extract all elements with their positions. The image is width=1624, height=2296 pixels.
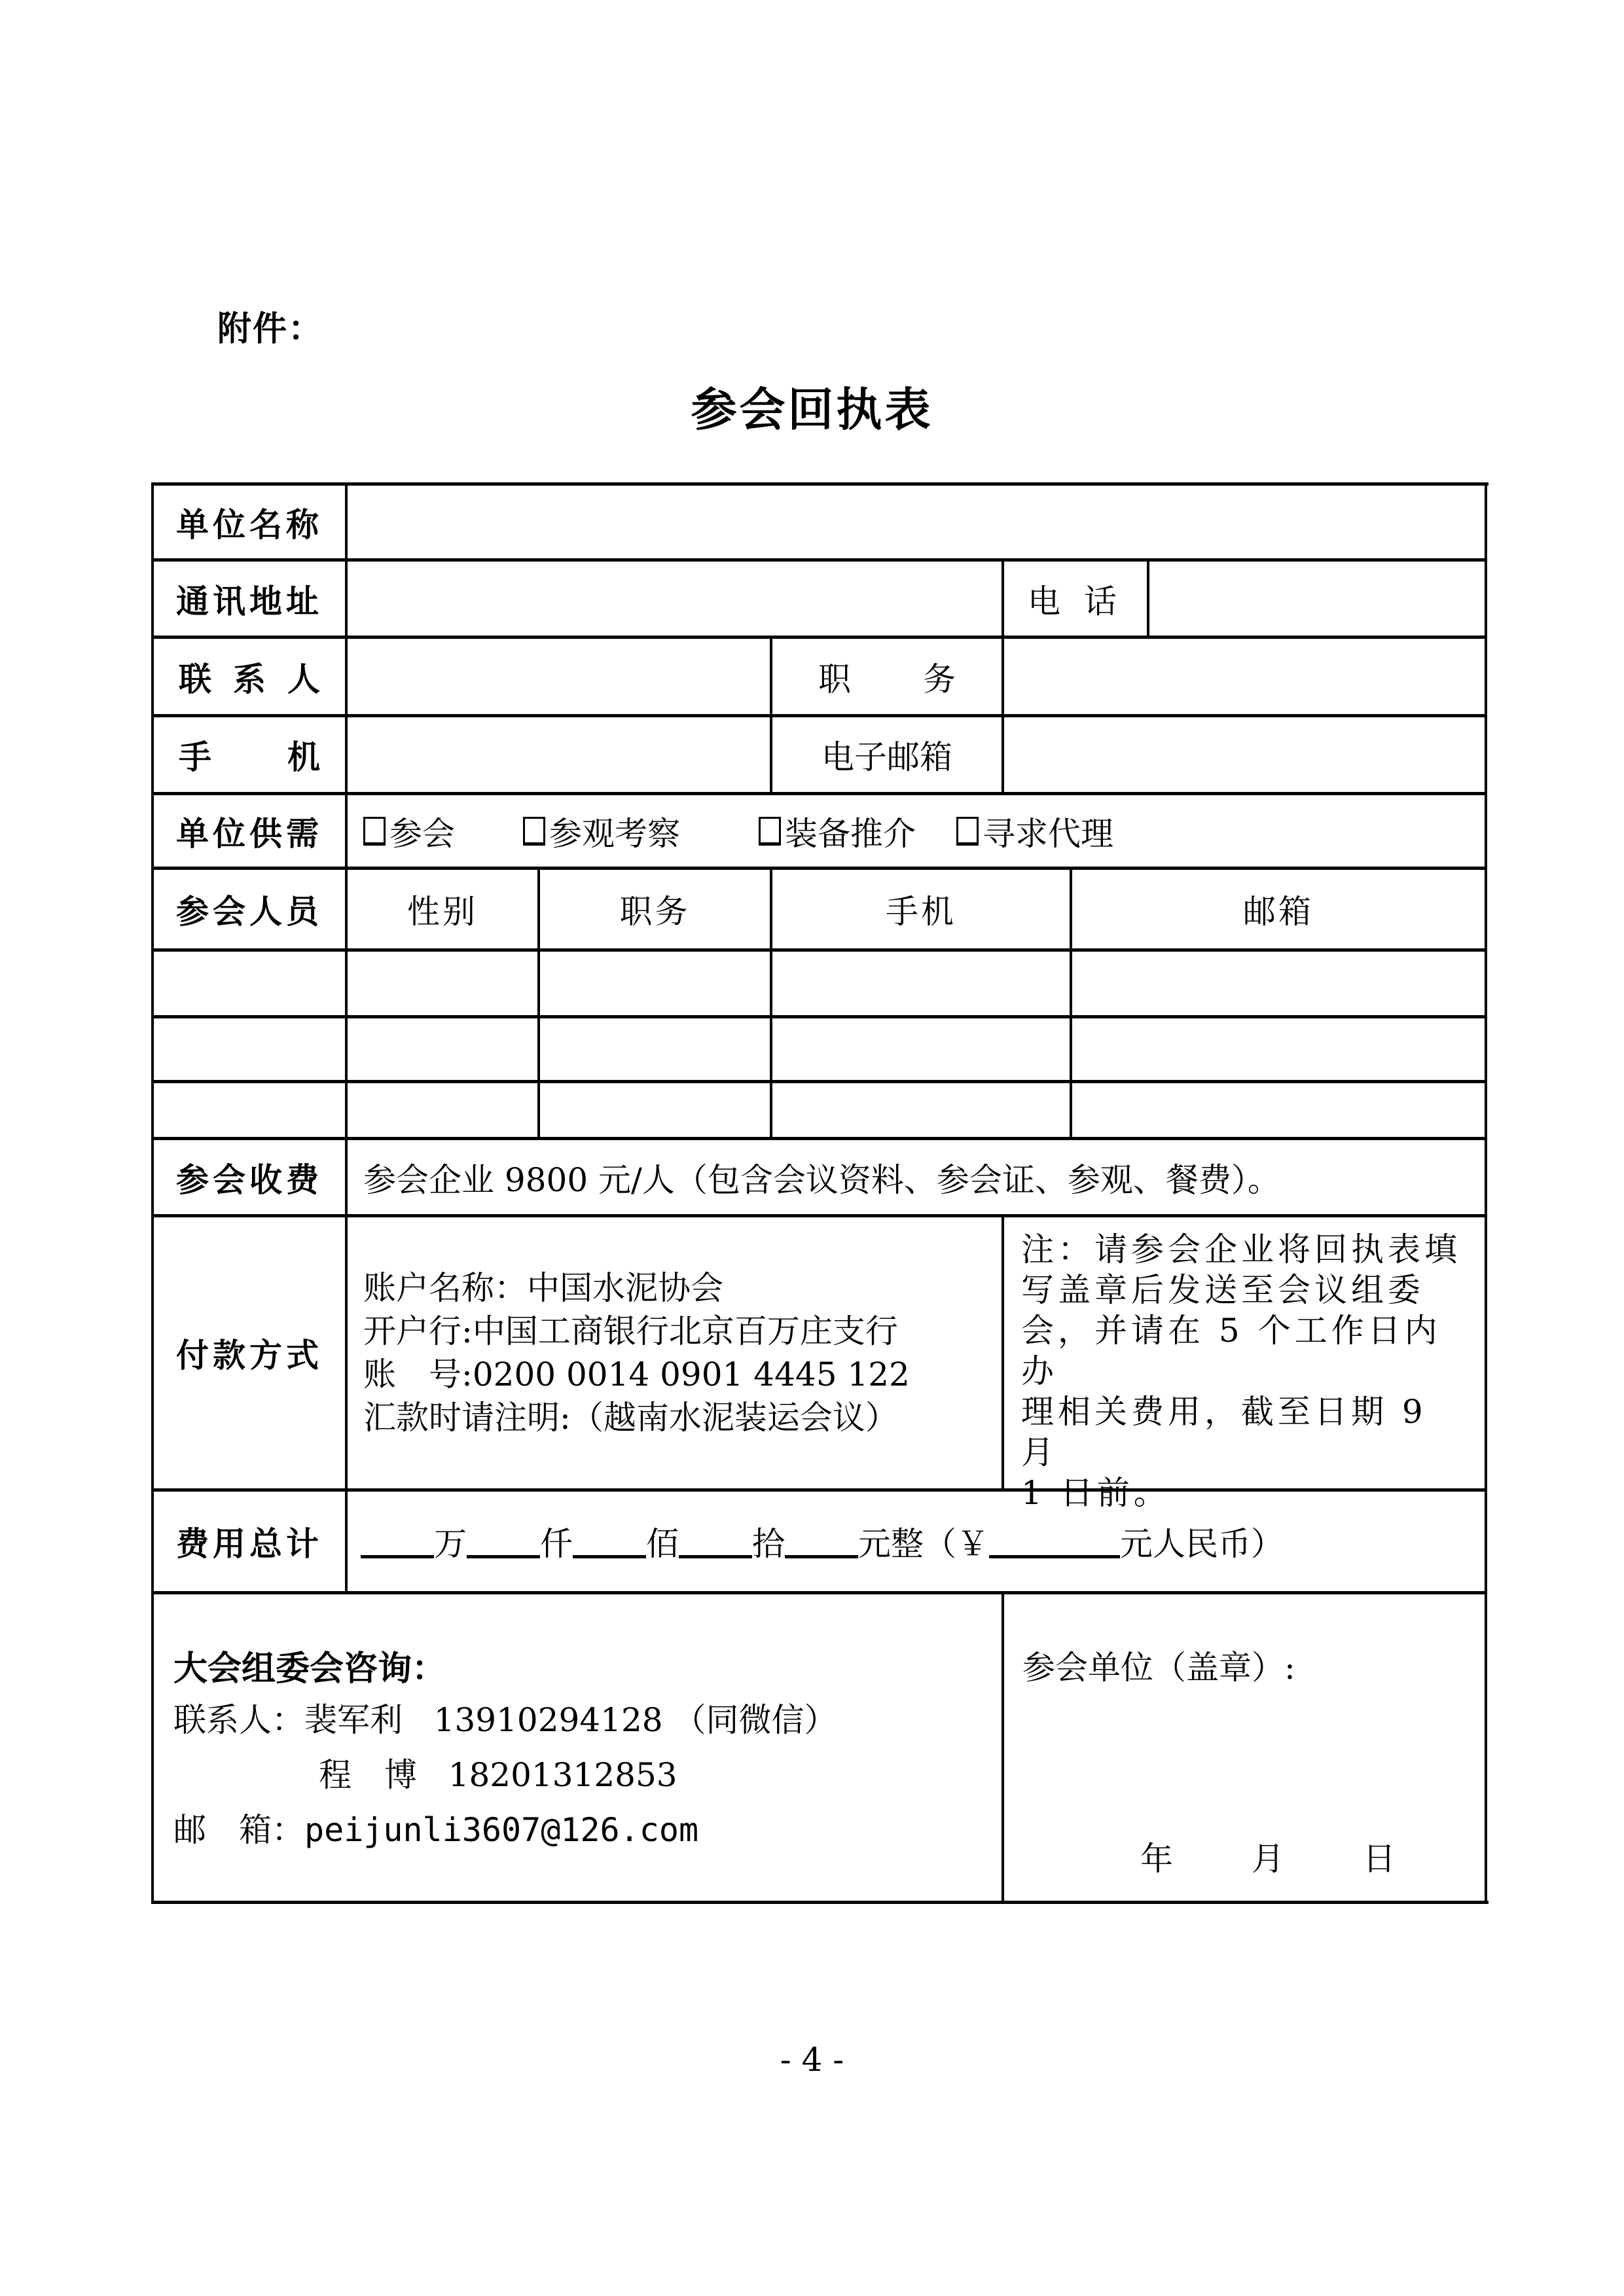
committee-email-line [173,1803,698,1857]
date-day: 日 [1363,1840,1396,1878]
checkbox-icon[interactable] [363,817,386,846]
total-shi-field[interactable] [679,1525,752,1558]
attendee-mobile-field[interactable] [772,1083,1070,1137]
attendee-email-field[interactable] [1072,952,1485,1015]
contact-name: 裴军利 [304,1701,403,1739]
org-name-field[interactable] [348,486,1485,558]
stamp-label: 参会单位（盖章）: [1022,1649,1295,1687]
remittance-note: 汇款时请注明:（越南水泥装运会议） [363,1399,898,1437]
unit-rmb: 元人民币） [1120,1525,1284,1563]
email-field[interactable] [1004,717,1485,792]
attendee-mobile-field[interactable] [772,1018,1070,1080]
needs-option-attend[interactable] [363,808,455,855]
note-line: 写盖章后发送至会议组委 [1021,1271,1424,1309]
attendee-position-field[interactable] [540,1083,770,1137]
mobile-label [154,717,345,792]
attendees-col-email: 邮箱 [1243,893,1314,931]
table-border-bottom [153,1901,1489,1904]
note-line: 注：请参会企业将回执表填 [1021,1230,1461,1268]
contact-label-char: 系 [233,660,266,698]
position-label-char: 务 [923,660,956,698]
committee-contact-line [173,1748,677,1803]
org-name-label: 单位名称 [176,505,323,544]
attendee-position-field[interactable] [540,1018,770,1080]
total-bai-field[interactable] [573,1525,646,1558]
committee-email[interactable]: peijunli3607@126.com [304,1811,699,1849]
payment-label: 付款方式 [176,1336,323,1374]
account-number: 账 号:0200 0014 0901 4445 122 [363,1355,910,1393]
attendees-label: 参会人员 [176,893,323,931]
fee-label: 参会收费 [176,1160,323,1199]
needs-option-label: 装备推介 [785,814,916,853]
note-line: 1 日前。 [1021,1474,1170,1512]
position-field[interactable] [1004,639,1485,714]
note-line: 会，并请在 5 个工作日内办 [1021,1312,1441,1390]
attendee-gender-field[interactable] [348,952,537,1015]
needs-option-label: 参会 [389,814,455,853]
attendees-col-mobile: 手机 [886,893,956,931]
phone-field[interactable] [1149,562,1485,636]
checkbox-icon[interactable] [523,817,545,846]
attendee-gender-field[interactable] [348,1018,537,1080]
address-field[interactable] [348,562,1001,636]
attendees-col-position: 职务 [619,893,691,931]
table-border-right [1485,482,1487,1904]
committee-heading: 大会组委会咨询： [173,1649,446,1689]
form-title: 参会回执表 [691,383,933,437]
stamp-area[interactable] [1004,1594,1485,1901]
unit-qian: 仟 [540,1525,573,1563]
needs-option-visit[interactable] [523,808,680,855]
checkbox-icon[interactable] [759,817,781,846]
contact-phone: 13910294128 [433,1701,663,1739]
attendee-gender-field[interactable] [348,1083,537,1137]
email-label: 电子邮箱 [821,738,952,776]
mobile-label-char: 机 [287,738,320,776]
contact-label-char: 人 [287,660,320,698]
page-number: - 4 - [780,2041,844,2079]
email-prefix: 邮 箱： [173,1811,304,1849]
account-name: 账户名称：中国水泥协会 [363,1269,723,1307]
total-rmb-field[interactable] [989,1525,1120,1558]
needs-label: 单位供需 [176,814,323,853]
unit-bai: 佰 [646,1525,679,1563]
unit-wan: 万 [434,1525,467,1563]
committee-contact-line [173,1693,837,1748]
contact-note: （同微信） [673,1701,837,1739]
attendees-col-gender: 性别 [407,893,478,931]
attendee-name-field[interactable] [154,952,345,1015]
attendee-position-field[interactable] [540,952,770,1015]
date-year: 年 [1140,1840,1173,1878]
contact-prefix: 联系人： [173,1701,304,1739]
fee-description: 参会企业 9800 元/人（包含会议资料、参会证、参观、餐费）。 [363,1160,1280,1199]
contact-person-field[interactable] [348,639,770,714]
unit-shi: 拾 [752,1525,785,1563]
contact-phone: 18201312853 [448,1756,677,1794]
checkbox-icon[interactable] [956,817,979,846]
contact-name: 程 博 [319,1756,417,1794]
contact-label-char: 联 [179,660,211,698]
total-label: 费用总计 [176,1525,323,1563]
needs-option-equipment[interactable] [759,808,916,855]
stamp-date [1140,1833,1474,1880]
mobile-label-char: 手 [179,738,211,776]
attachment-label: 附件： [217,310,324,349]
total-amount [348,1492,1485,1591]
total-qian-field[interactable] [467,1525,540,1558]
bank-name: 开户行:中国工商银行北京百万庄支行 [363,1312,898,1350]
committee-contact [154,1594,1001,1901]
contact-person-label [154,639,345,714]
needs-options [348,795,1485,867]
position-label-char: 职 [818,660,851,698]
position-label [772,639,1001,714]
attendee-email-field[interactable] [1072,1018,1485,1080]
date-month: 月 [1252,1840,1284,1878]
attendee-email-field[interactable] [1072,1083,1485,1137]
mobile-field[interactable] [348,717,770,792]
attendee-name-field[interactable] [154,1018,345,1080]
payment-details [348,1217,1001,1488]
attendee-name-field[interactable] [154,1083,345,1137]
unit-yuan-zheng: 元整（￥ [858,1525,989,1563]
attendee-mobile-field[interactable] [772,952,1070,1015]
needs-option-agency[interactable] [956,808,1113,855]
total-wan-field[interactable] [361,1525,434,1558]
needs-option-label: 参观考察 [549,814,680,853]
address-label: 通讯地址 [176,582,323,620]
phone-label: 电 话 [1028,582,1123,620]
note-line: 理相关费用，截至日期 9 月 [1021,1393,1427,1471]
payment-note [1004,1217,1485,1512]
needs-option-label: 寻求代理 [983,814,1113,853]
total-yuan-field[interactable] [785,1525,858,1558]
